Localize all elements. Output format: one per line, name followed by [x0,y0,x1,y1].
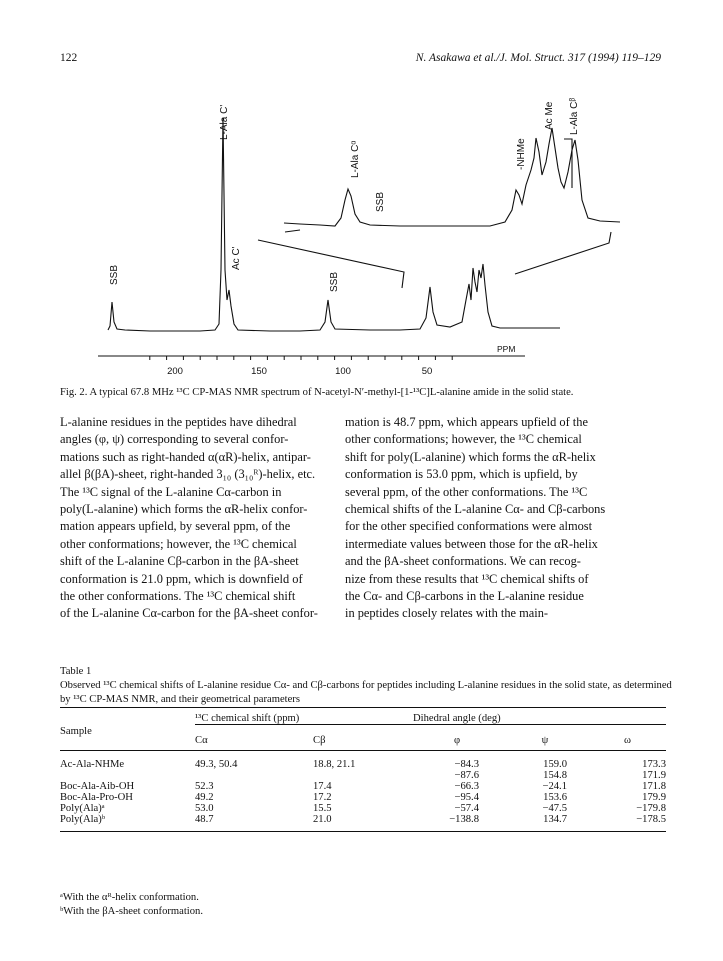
cell-psi: −24.1 [542,781,567,792]
table-footnote-a: ᵃWith the αᴿ-helix conformation. [60,892,199,903]
cell-ca [195,770,313,781]
left-column-line: conformation is 21.0 ppm, which is downfield of [60,571,303,586]
cell-phi: −87.6 [454,770,479,781]
cell-phi: −95.4 [454,792,479,803]
left-column-line: mation appears upfield, by several ppm, of the [60,519,291,534]
cell-phi: −57.4 [454,803,479,814]
col-header-dihedral: Dihedral angle (deg) [413,713,501,724]
peak-label-ala-c: L-Ala C' [219,104,230,140]
nmr-spectrum-figure [0,0,723,385]
cell-ca: 52.3 [195,781,214,792]
body-right-column [345,414,639,623]
cell-omega: 171.9 [642,770,666,781]
right-column-line: the Cα- and Cβ-carbons in the L-alanine residue [345,589,584,604]
cb-marker [564,139,572,188]
table-footnote-b: ᵇWith the βA-sheet conformation. [60,906,203,917]
cell-phi: −138.8 [449,814,479,825]
table-row [60,814,666,832]
cell-psi: 153.6 [543,792,567,803]
table-title: Table 1 [60,666,92,677]
chemical-shift-table [60,707,666,832]
cell-cb: 21.0 [313,814,332,825]
left-column-line: L-alanine residues in the peptides have dihedral [60,415,297,429]
right-column-line: several ppm, of the other conformations. The ¹³C [345,484,588,499]
col-header-ca: Cα [195,725,313,751]
cell-omega: 179.9 [642,792,666,803]
body-left-column [60,414,354,623]
cell-sample [60,770,195,781]
cell-phi: −66.3 [454,781,479,792]
col-header-shift: ¹³C chemical shift (ppm) [195,713,300,724]
peak-label-ssb-mid: SSB [329,271,340,292]
col-header-sample: Sample [60,726,92,737]
table-row [60,781,666,792]
cell-psi: 134.7 [543,814,567,825]
col-header-phi: φ [413,725,501,751]
left-column-line: the other conformations. The ¹³C chemical shift [60,589,296,604]
table-row [60,770,666,781]
peak-label-ala-ca: L-Ala Cᵅ [350,140,361,178]
ppm-unit-label: PPM [497,344,516,354]
cell-cb [313,770,413,781]
cell-psi: 154.8 [543,770,567,781]
cell-sample: Boc-Ala-Pro-OH [60,792,133,803]
cell-omega: 173.3 [642,759,666,770]
cell-cb: 18.8, 21.1 [313,759,356,770]
cell-sample: Poly(Ala)ᵇ [60,814,106,825]
cell-psi: −47.5 [542,803,567,814]
cell-ca: 48.7 [195,814,214,825]
right-column-line: shift for poly(L-alanine) which forms the αR-helix [345,449,596,464]
cell-ca: 53.0 [195,803,214,814]
table-row [60,792,666,803]
axis-tick-label: 200 [167,366,183,377]
right-column-line: in peptides closely relates with the main- [345,606,549,621]
right-column-line: and the βA-sheet conformations. We can recog- [345,554,581,569]
left-column-line: The ¹³C signal of the L-alanine Cα-carbon in [60,484,282,499]
cell-psi: 159.0 [543,759,567,770]
table-row [60,803,666,814]
left-column-line: of the L-alanine Cα-carbon for the βA-sheet confor- [60,606,318,621]
col-header-cb: Cβ [313,725,413,751]
cell-ca: 49.3, 50.4 [195,759,238,770]
cell-omega: −179.8 [636,803,666,814]
right-column-line: for the other specified conformations were almost [345,519,593,534]
inset-spectrum-trace [284,128,620,226]
cell-ca: 49.2 [195,792,214,803]
right-column-line: chemical shifts of the L-alanine Cα- and Cβ-carbons [345,502,606,517]
inset-separator [285,230,300,232]
cell-phi: −84.3 [454,759,479,770]
left-column-line: shift of the L-alanine Cβ-carbon in the βA-sheet [60,554,299,569]
running-head: N. Asakawa et al./J. Mol. Struct. 317 (1994) 119–129 [415,52,661,64]
col-header-omega: ω [589,725,666,751]
peak-label-ssb-inset: SSB [375,191,386,212]
cell-cb: 17.4 [313,781,332,792]
cell-sample: Ac-Ala-NHMe [60,759,125,770]
peak-label-nhme: -NHMe [516,138,527,170]
left-column-line: angles (φ, ψ) corresponding to several confor- [60,432,289,447]
axis-tick-label: 100 [335,366,351,377]
peak-label-ac-c: Ac C' [231,246,242,270]
main-spectrum-trace [108,118,560,331]
peak-label-ssb-left: SSB [109,264,120,285]
right-column-line: conformation is 53.0 ppm, which is upfield, by [345,467,578,482]
left-column-line: allel β(βA)-sheet, right-handed 3₁₀ (3₁₀ᴿ)-helix, etc. [60,467,316,482]
cell-sample: Poly(Ala)ᵃ [60,803,105,814]
left-column-line: poly(L-alanine) which forms the αR-helix confor- [60,502,308,517]
cell-sample: Boc-Ala-Aib-OH [60,781,135,792]
left-column-line: other conformations; however, the ¹³C chemical [60,536,297,551]
inset-bracket-right [515,232,611,274]
peak-label-ac-me: Ac Me [544,101,555,130]
peak-label-ala-cb: L-Ala Cᵝ [569,97,580,135]
cell-omega: 171.8 [642,781,666,792]
axis-tick-label: 150 [251,366,267,377]
cell-cb: 15.5 [313,803,332,814]
page-number: 122 [60,52,78,64]
left-column-line: mations such as right-handed α(αR)-helix, antipar- [60,449,311,464]
cell-cb: 17.2 [313,792,332,803]
figure-caption: Fig. 2. A typical 67.8 MHz ¹³C CP-MAS NMR spectrum of N-acetyl-N′-methyl-[1-¹³C]L-alanine amide in the solid state. [60,387,574,398]
right-column-line: intermediate values between those for the αR-helix [345,536,598,551]
col-header-psi: ψ [501,725,589,751]
table-caption: Observed ¹³C chemical shifts of L-alanine residue Cα- and Cβ-carbons for peptides including L-alanine residues in the solid state, as determined by ¹³C CP-MAS NMR, and their geometrical parameters [60,680,672,705]
cell-omega: −178.5 [636,814,666,825]
right-column-line: other conformations; however, the ¹³C chemical [345,432,582,447]
right-column-line: mation is 48.7 ppm, which appears upfield of the [345,415,588,429]
axis-tick-label: 50 [421,366,433,377]
table-row [60,751,666,771]
right-column-line: nize from these results that ¹³C chemical shifts of [345,571,589,586]
